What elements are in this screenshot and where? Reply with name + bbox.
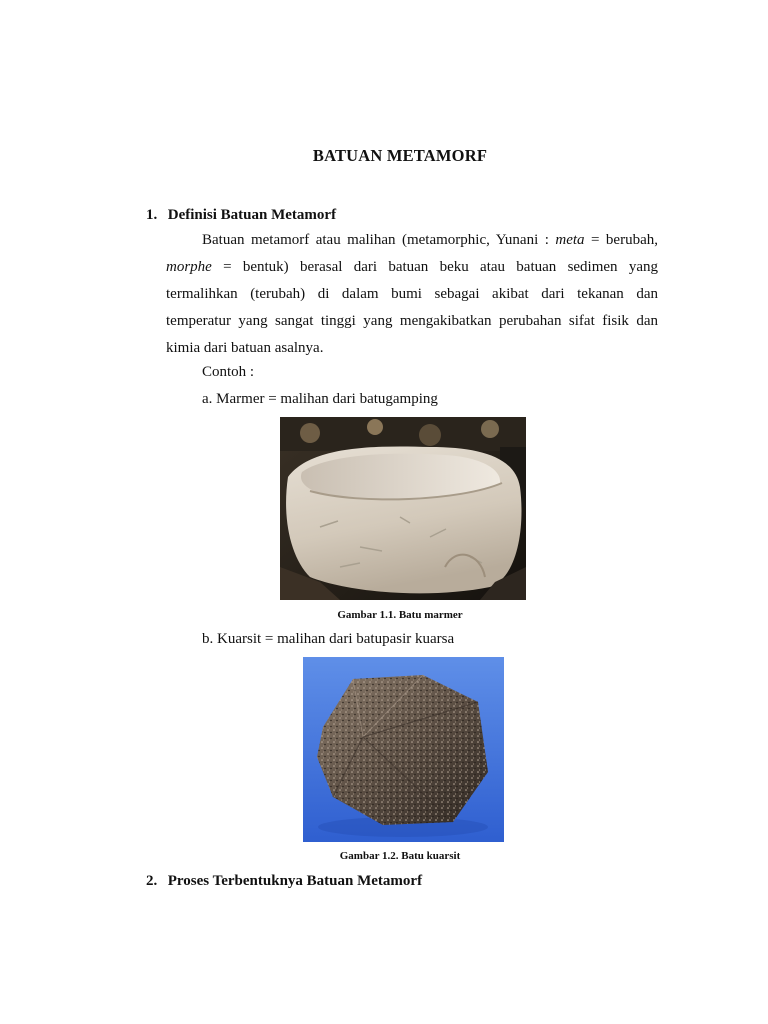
figure-1-caption: Gambar 1.1. Batu marmer	[337, 609, 463, 621]
figure-2-caption: Gambar 1.2. Batu kuarsit	[339, 850, 461, 862]
contoh-label: Contoh :	[202, 364, 255, 380]
paragraph-line-1: Batuan metamorf atau malihan (metamorphic, Yunani : meta = berubah,	[202, 232, 658, 248]
paragraph-line-5: kimia dari batuan asalnya.	[166, 340, 324, 356]
paragraph-line-2: morphe = bentuk) berasal dari batuan beku atau batuan sedimen yang	[166, 259, 658, 275]
section-1-number: 1.	[146, 207, 158, 223]
section-1-title: Definisi Batuan Metamorf	[167, 207, 337, 223]
marble-photo	[280, 417, 526, 600]
section-2-title: Proses Terbentuknya Batuan Metamorf	[167, 873, 423, 889]
section-2-number: 2.	[146, 873, 158, 889]
paragraph-line-4: temperatur yang sangat tinggi yang mengakibatkan perubahan sifat fisik dan	[166, 313, 658, 329]
example-item-marmer: a. Marmer = malihan dari batugamping	[202, 391, 438, 407]
section-2-heading	[146, 873, 422, 890]
page-title: BATUAN METAMORF	[312, 146, 488, 165]
section-1-heading	[146, 207, 336, 224]
quartzite-photo	[303, 657, 504, 842]
example-item-kuarsit: b. Kuarsit = malihan dari batupasir kuarsa	[202, 631, 455, 647]
paragraph-line-3: termalihkan (terubah) di dalam bumi sebagai akibat dari tekanan dan	[166, 286, 658, 302]
